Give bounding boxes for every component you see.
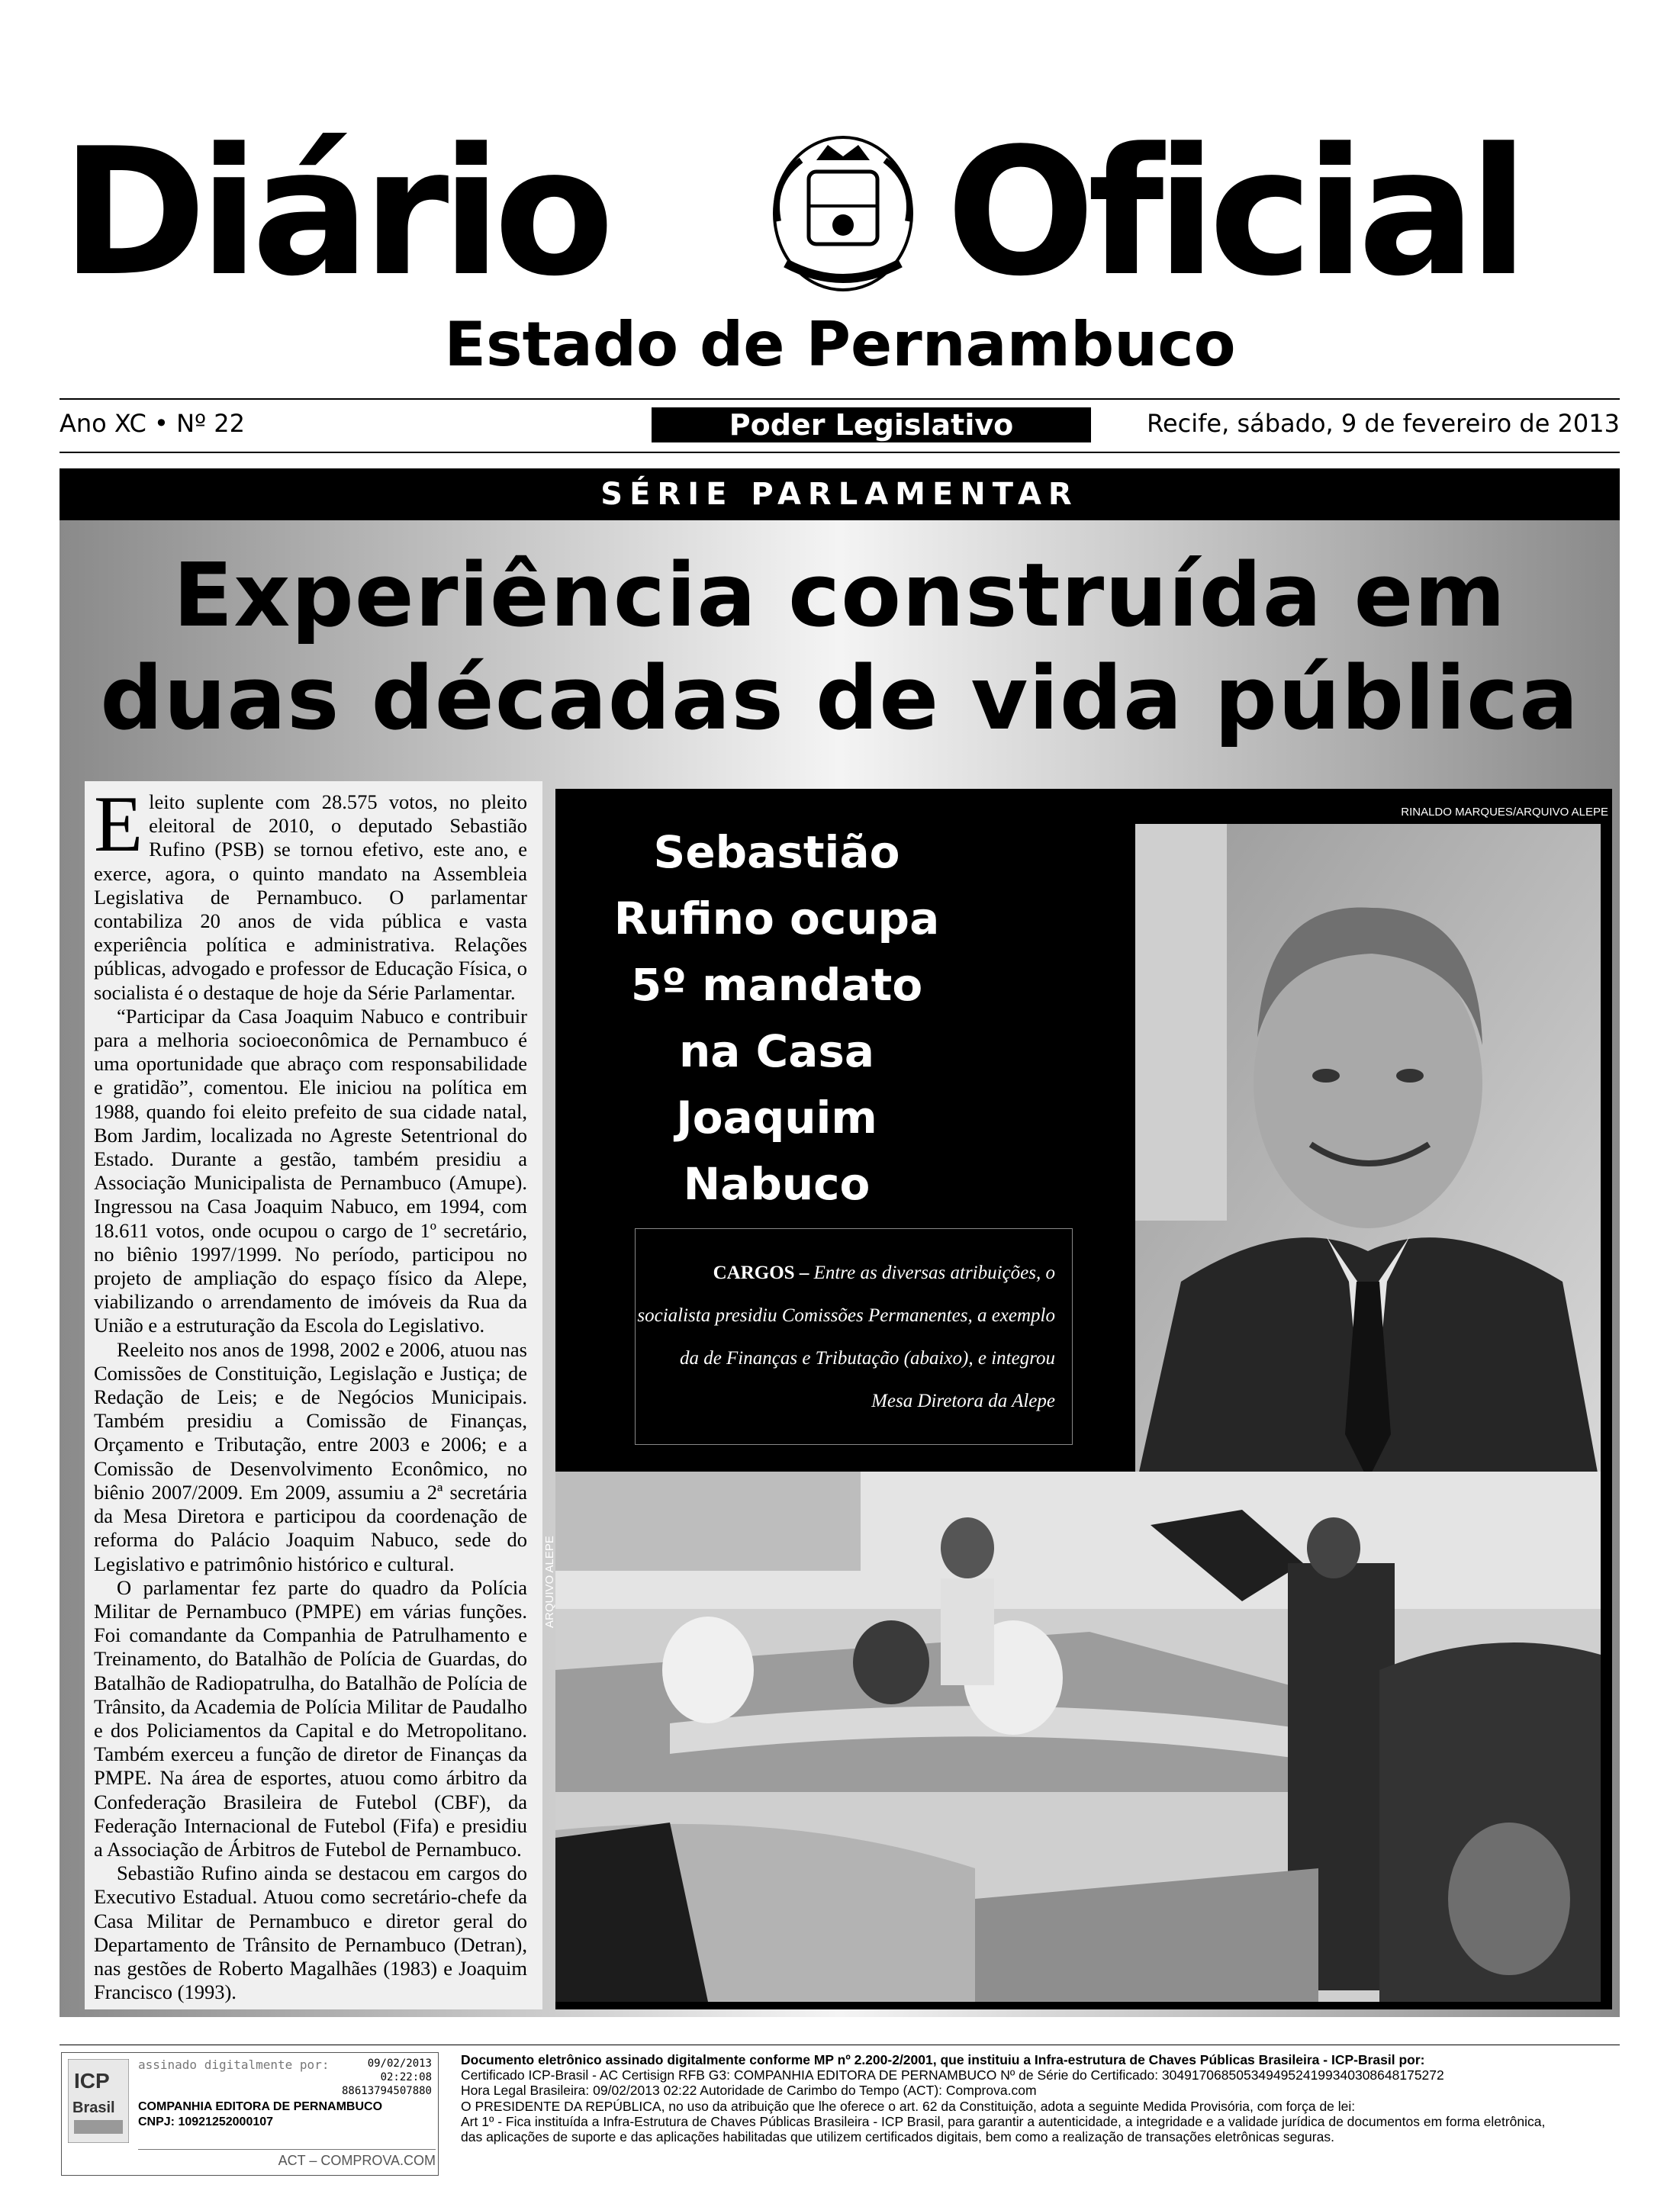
headline (60, 545, 1620, 751)
certificate-line: O PRESIDENTE DA REPÚBLICA, no uso da atribuição que lhe oferece o art. 62 da Constituição, adota a seguinte Medida Provisória, com força de lei: (461, 2098, 1356, 2114)
divider (60, 452, 1620, 453)
edition-number: Ano XC • Nº 22 (60, 409, 245, 438)
feature-section (60, 468, 1620, 2017)
certificate-notice (461, 2052, 1620, 2144)
certificate-line: das aplicações de suporte e das aplicações habilitadas que utilizem certificados digitais, bem como a realização de transações eletrônicas seguras. (461, 2129, 1334, 2145)
masthead-word-oficial: Oficial (946, 111, 1521, 315)
masthead-word-diario: Diário (61, 111, 607, 315)
article-paragraph: O parlamentar fez parte do quadro da Polícia Militar de Pernambuco (PMPE) em várias funções. Foi comandante da Companhia de Patrulhamento e Treinamento, do Batalhão de Polícia de Guardas, do Batalhão de Radiopatrulha, do Batalhão de Polícia de Trânsito, da Academia de Polícia Militar de Paudalho e dos Policiamentos da Capital e do Metropolitano. Também exerceu a função de diretor de Finanças da PMPE. Na área de esportes, atuou como árbitro da Confederação Brasileira de Futebol (CBF), da Federação Internacional de Futebol (Fifa) e presidiu a Associação de Árbitros de Futebol de Pernambuco. (94, 1575, 527, 1861)
section-badge: Poder Legislativo (652, 407, 1091, 442)
article-paragraph: Sebastião Rufino ainda se destacou em cargos do Executivo Estadual. Atuou como secretário-chefe da Casa Militar de Pernambuco e diretor geral do Departamento de Trânsito de Pernambuco (Detran), nas gestões de Roberto Magalhães (1983) e Joaquim Francisco (1993). (94, 1861, 527, 2004)
certificate-line: Documento eletrônico assinado digitalmente conforme MP nº 2.200-2/2001, que instituiu a Infra-estrutura de Chaves Públicas Brasileira - ICP-Brasil por: (461, 2052, 1425, 2067)
headline-line-2: duas décadas de vida pública (100, 648, 1579, 750)
info-line (60, 404, 1620, 442)
committee-meeting-photo (555, 1472, 1601, 2002)
coat-of-arms-icon (755, 130, 931, 298)
stamp-act-link[interactable]: ACT – COMPROVA.COM (138, 2149, 436, 2169)
caption-label: CARGOS – (713, 1263, 809, 1283)
stamp-company: COMPANHIA EDITORA DE PERNAMBUCO (138, 2100, 383, 2113)
photo-credit-side: ARQUIVO ALEPE (543, 1536, 556, 1628)
divider (60, 398, 1620, 400)
article-body (94, 779, 527, 2004)
digital-signature-stamp (61, 2052, 439, 2176)
drop-cap: E (94, 779, 143, 868)
portrait-photo (1135, 824, 1601, 1489)
masthead (46, 111, 1633, 315)
article-paragraph: “Participar da Casa Joaquim Nabuco e contribuir para a melhoria socioeconômica de Pernambuco é uma oportunidade que abraço com responsabilidade e gratidão”, comentou. Ele iniciou na política em 1988, quando foi eleito prefeito de sua cidade natal, Bom Jardim, localizada no Agreste Setentrional do Estado. Durante a gestão, também presidiu a Associação Municipalista de Pernambuco (Amupe). Ingressou na Casa Joaquim Nabuco, em 1994, com 18.611 votos, onde ocupou o cargo de 1º secretário, no biênio 1997/1999. No período, participou no projeto de ampliação do espaço físico da Alepe, viabilizando o arrendamento de imóveis da Rua da União e a estruturação da Escola do Legislativo. (94, 1004, 527, 1337)
certificate-line: Certificado ICP-Brasil - AC Certisign RFB G3: COMPANHIA EDITORA DE PERNAMBUCO Nº de Série do Certificado: 30491706850534949524199340308648175272 (461, 2067, 1444, 2083)
masthead-subtitle: Estado de Pernambuco (444, 309, 1236, 380)
article-paragraph: Reeleito nos anos de 1998, 2002 e 2006, atuou nas Comissões de Constituição, Legislação e Justiça; de Redação de Leis; e de Negócios Municipais. Também presidiu a Comissão de Finanças, Orçamento e Tributação, entre 2003 e 2006; e a Comissão de Desenvolvimento Econômico, no biênio 2007/2009. Em 2009, assumiu a 2ª secretária da Mesa Diretora e participou da coordenação de reforma do Palácio Joaquim Nabuco, sede do Legislativo e patrimônio histórico e cultural. (94, 1337, 527, 1575)
stamp-label: assinado digitalmente por: (138, 2057, 330, 2072)
feature-box (543, 789, 1612, 2009)
article-paragraph: Eleito suplente com 28.575 votos, no pleito eleitoral de 2010, o deputado Sebastião Rufino (PSB) se tornou efetivo, este ano, e exerce, agora, o quinto mandato na Assembleia Legislativa de Pernambuco. O parlamentar contabiliza 20 anos de vida pública e vasta experiência política e administrativa. Relações públicas, advogado e professor de Educação Física, o socialista é o destaque de hoje da Série Parlamentar. (94, 779, 527, 1004)
issue-date: Recife, sábado, 9 de fevereiro de 2013 (1147, 409, 1620, 438)
certificate-line: Art 1º - Fica instituída a Infra-Estrutura de Chaves Públicas Brasileira - ICP Brasil, para garantir a autenticidade, a integridade e a validade jurídica de documentos em forma eletrônica, (461, 2113, 1546, 2129)
caption-text: Entre as diversas atribuições, o socialista presidiu Comissões Permanentes, a exemplo da de Finanças e Tributação (abaixo), e integrou Mesa Diretora da Alepe (637, 1263, 1055, 1411)
series-banner: SÉRIE PARLAMENTAR (60, 468, 1620, 520)
photo-credit: RINALDO MARQUES/ARQUIVO ALEPE (1401, 806, 1608, 819)
caption-box (635, 1228, 1073, 1445)
stamp-code: 88613794507880 (341, 2085, 432, 2097)
stamp-time: 02:22:08 (380, 2071, 432, 2083)
stamp-date: 09/02/2013 (367, 2057, 432, 2070)
stamp-cnpj: CNPJ: 10921252000107 (138, 2115, 274, 2128)
icp-brasil-logo-icon (68, 2059, 129, 2143)
svg-text:Brasil: Brasil (72, 2099, 115, 2116)
svg-text:ICP: ICP (74, 2069, 110, 2093)
feature-box-title: Sebastião Rufino ocupa 5º mandato na Casa Joaquim Nabuco (613, 826, 940, 1210)
certificate-line: Hora Legal Brasileira: 09/02/2013 02:22 Autoridade de Carimbo do Tempo (ACT): Comprova.com (461, 2083, 1037, 2099)
article-column (85, 781, 542, 2009)
photo-caption (636, 1252, 1055, 1423)
headline-line-1: Experiência construída em (172, 545, 1507, 647)
